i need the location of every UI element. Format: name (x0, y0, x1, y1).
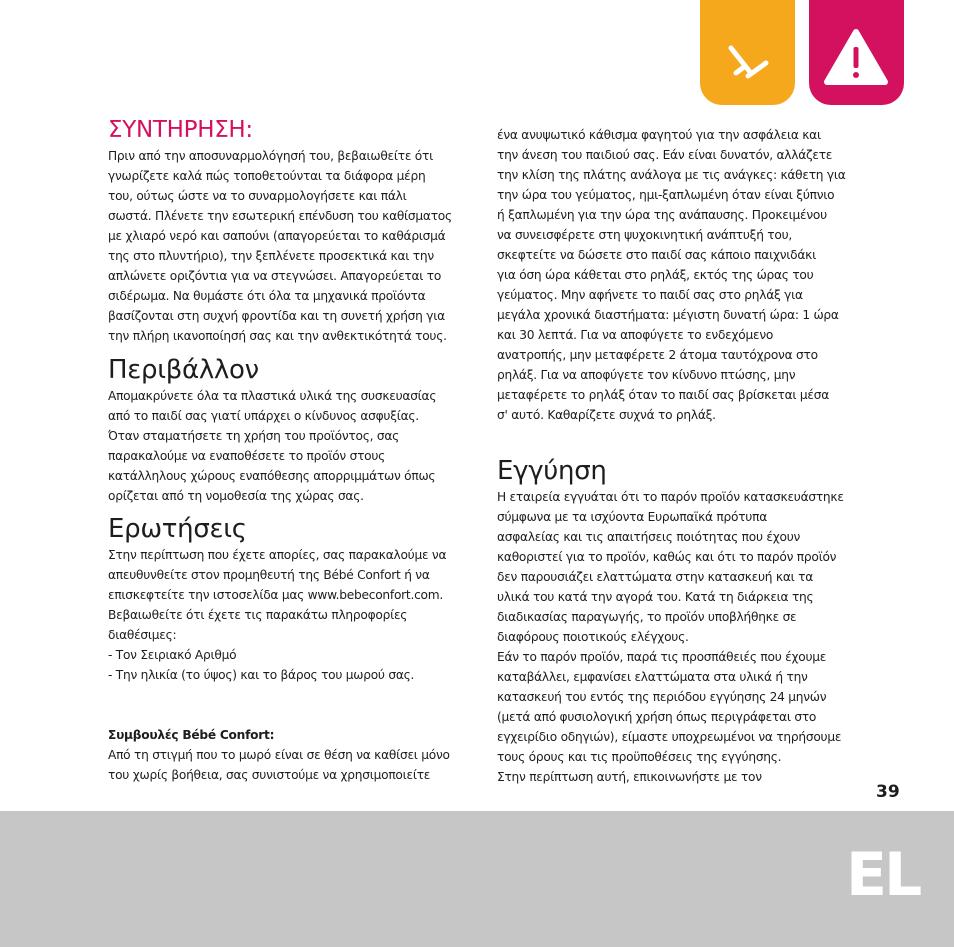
page-number: 39 (876, 782, 900, 802)
maintenance-body (108, 146, 466, 346)
text-line: Από τη στιγμή που το μωρό είναι σε θέση να καθίσει μόνο (108, 748, 450, 762)
text-line: της στο πλυντήριο), την ξεπλένετε προσεκτικά και την (108, 249, 434, 263)
text-line: κατασκευή του εντός της περιόδου εγγύησης 24 μηνών (497, 690, 827, 704)
environment-body (108, 386, 466, 506)
text-line: κατάλληλους χώρους εναπόθεσης απορριμμάτων όπως (108, 469, 436, 483)
text-line: ασφαλείας και τις απαιτήσεις ποιότητας που έχουν (497, 530, 801, 544)
text-line: εγχειρίδιο οδηγιών), είμαστε υποχρεωμένοι να τηρήσουμε (497, 730, 842, 744)
text-line: μεγάλα χρονικά διαστήματα: μέγιστη δυνατή ώρα: 1 ώρα (497, 308, 839, 322)
text-line: ή ξαπλωμένη για την ώρα της ανάπαυσης. Προκειμένου (497, 208, 827, 222)
text-line: Στην περίπτωση αυτή, επικοινωνήστε με τον (497, 770, 762, 784)
text-line: σωστά. Πλένετε την εσωτερική επένδυση του καθίσματος (108, 209, 452, 223)
text-line: (μετά από φυσιολογική χρήση όπως περιγράφεται στο (497, 710, 817, 724)
tips-heading: Συμβουλές Bébé Confort: (108, 728, 275, 742)
tools-icon (700, 0, 795, 105)
warranty-section (497, 455, 859, 787)
text-line: την πλήρη ικανοποίησή σας και την ανθεκτικότητά τους. (108, 329, 447, 343)
text-line: την ώρα του γεύματος, ημι-ξαπλωμένη όταν είναι ξύπνιο (497, 188, 835, 202)
footer-band (0, 811, 954, 947)
text-line: την κλίση της πλάτης ανάλογα με τις ανάγκες: κάθετη για (497, 168, 846, 182)
tools-tab (700, 0, 795, 105)
text-line: Η εταιρεία εγγυάται ότι το παρόν προϊόν κατασκευάστηκε (497, 490, 844, 504)
text-line: ένα ανυψωτικό κάθισμα φαγητού για την ασφάλεια και (497, 128, 821, 142)
text-line: για όση ώρα κάθεται στο ρηλάξ, εκτός της ώρας του (497, 268, 814, 282)
text-line: - Τον Σειριακό Αριθμό (108, 648, 237, 662)
environment-section (108, 354, 466, 506)
questions-heading: Ερωτήσεις (108, 514, 247, 544)
text-line: σ' αυτό. Καθαρίζετε συχνά το ρηλάξ. (497, 408, 716, 422)
text-line: γεύματος. Μην αφήνετε το παιδί σας στο ρηλάξ για (497, 288, 803, 302)
warning-tab (809, 0, 904, 105)
text-line: απλώνετε οριζόντια για να στεγνώσει. Απαγορεύεται το (108, 269, 442, 283)
text-line: καταβάλλει, εμφανίσει ελαττώματα στα υλικά ή την (497, 670, 808, 684)
tips-continued-body (497, 125, 859, 425)
text-line: σιδέρωμα. Να θυμάστε ότι όλα τα μηχανικά προϊόντα (108, 289, 426, 303)
environment-heading: Περιβάλλον (108, 355, 259, 385)
text-line: απευθυνθείτε στον προμηθευτή της Bébé Confort ή να (108, 568, 430, 582)
text-line: του χωρίς βοήθεια, σας συνιστούμε να χρησιμοποιείτε (108, 768, 431, 782)
maintenance-heading: ΣΥΝΤΗΡΗΣΗ: (108, 117, 253, 143)
text-line: καθοριστεί για το προϊόν, καθώς και ότι το παρόν προϊόν (497, 550, 837, 564)
text-line: υλικά του κατά την αγορά του. Κατά τη διάρκεια της (497, 590, 814, 604)
text-line: του, ούτως ώστε να το συναρμολογήσετε και πάλι (108, 189, 407, 203)
text-line: διαδικασίας παραγωγής, το προϊόν υποβλήθηκε σε (497, 610, 797, 624)
text-line: Στην περίπτωση που έχετε απορίες, σας παρακαλούμε να (108, 548, 447, 562)
tips-body (108, 745, 466, 785)
questions-section (108, 513, 466, 685)
questions-body (108, 545, 466, 685)
text-line: δεν παρουσιάζει ελαττώματα στην κατασκευή και τα (497, 570, 813, 584)
tips-continued-section (497, 125, 859, 425)
text-line: από το παιδί σας γιατί υπάρχει ο κίνδυνος ασφυξίας. (108, 409, 419, 423)
text-line: να συνεισφέρετε στη ψυχοκινητική ανάπτυξή του, (497, 228, 793, 242)
maintenance-section (108, 116, 466, 346)
text-line: διαφόρους ποιοτικούς ελέγχους. (497, 630, 689, 644)
text-line: ρηλάξ. Για να αποφύγετε τον κίνδυνο πτώσης, μην (497, 368, 796, 382)
warranty-heading: Εγγύηση (497, 456, 607, 486)
text-line: επισκεφτείτε την ιστοσελίδα μας www.bebeconfort.com. (108, 588, 443, 602)
text-line: Εάν το παρόν προϊόν, παρά τις προσπάθειές που έχουμε (497, 650, 827, 664)
warranty-body (497, 487, 859, 787)
language-code: EL (846, 840, 920, 910)
text-line: ανατροπής, μην μεταφέρετε 2 άτομα ταυτόχρονα στο (497, 348, 818, 362)
text-line: σύμφωνα με τα ισχύοντα Ευρωπαϊκά πρότυπα (497, 510, 767, 524)
text-line: με χλιαρό νερό και σαπούνι (απαγορεύεται το καθάρισμά (108, 229, 446, 243)
text-line: την άνεση του παιδιού σας. Εάν είναι δυνατόν, αλλάζετε (497, 148, 833, 162)
text-line: γνωρίζετε καλά πώς τοποθετούνται τα διάφορα μέρη (108, 169, 426, 183)
text-line: τους όρους και τις προϋποθέσεις της εγγύησης. (497, 750, 782, 764)
text-line: μεταφέρετε το ρηλάξ όταν το παιδί σας βρίσκεται μέσα (497, 388, 830, 402)
text-line: διαθέσιμες: (108, 628, 177, 642)
tips-section (108, 725, 466, 785)
text-line: Πριν από την αποσυναρμολόγησή του, βεβαιωθείτε ότι (108, 149, 433, 163)
text-line: Βεβαιωθείτε ότι έχετε τις παρακάτω πληροφορίες (108, 608, 408, 622)
text-line: - Την ηλικία (το ύψος) και το βάρος του μωρού σας. (108, 668, 415, 682)
text-line: παρακαλούμε να εναποθέσετε το προϊόν στους (108, 449, 386, 463)
text-line: και 30 λεπτά. Για να αποφύγετε το ενδεχόμενο (497, 328, 774, 342)
text-line: βασίζονται στη συχνή φροντίδα και τη συνετή χρήση για (108, 309, 445, 323)
warning-icon (809, 0, 904, 105)
text-line: Όταν σταματήσετε τη χρήση του προϊόντος, σας (108, 429, 400, 443)
text-line: ορίζεται από τη νομοθεσία της χώρας σας. (108, 489, 364, 503)
text-line: σκεφτείτε να δώσετε στο παιδί σας κάποιο παιχνιδάκι (497, 248, 816, 262)
text-line: Απομακρύνετε όλα τα πλαστικά υλικά της συσκευασίας (108, 389, 437, 403)
